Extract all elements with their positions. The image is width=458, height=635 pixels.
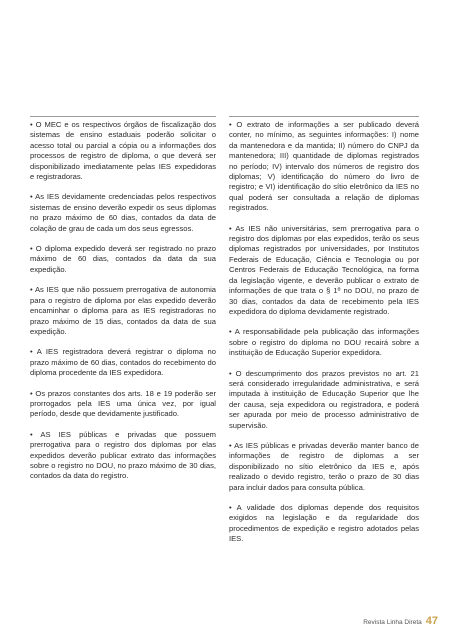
paragraph: • O descumprimento dos prazos previstos no art. 21 será considerado irregularidade administrativa, e será imputada à instituição de Educação Superior que lhe der causa, seja expedidora ou registradora, e poderá ser apurada por meio de processo administrativo de supervisão. (229, 368, 419, 430)
paragraph: • AS IES públicas e privadas que possuem prerrogativa para o registro dos diplomas por elas expedidos deverão publicar extrato das informações sobre o registro no DOU, no prazo máximo de 30 dias, contados da data do registro. (30, 429, 216, 481)
page-footer (363, 615, 438, 627)
paragraph: • As IES devidamente credenciadas pelos respectivos sistemas de ensino deverão expedir os seus diplomas no prazo máximo de 60 dias, contados da data de colação de grau de cada um dos seus egressos. (30, 192, 216, 233)
paragraph: • Os prazos constantes dos arts. 18 e 19 poderão ser prorrogados pela IES uma única vez, por igual período, desde que devidamente justificado. (30, 388, 216, 419)
paragraph: • As IES que não possuem prerrogativa de autonomia para o registro de diploma por elas expedido deverão encaminhar o diploma para as IES registradoras no prazo máximo de 15 dias, contados da data de sua expedição. (30, 285, 216, 336)
paragraph: • O diploma expedido deverá ser registrado no prazo máximo de 60 dias, contados da data da sua expedição. (30, 244, 216, 274)
paragraph: • As IES públicas e privadas deverão manter banco de informações de registro de diplomas a ser disponibilizado no sítio eletrônico da IES e, após realizado o devido registro, terão o prazo de 30 dias para incluir dados para consulta pública. (229, 440, 419, 492)
paragraph: • A IES registradora deverá registrar o diploma no prazo máximo de 60 dias, contados do recebimento do diploma procedente da IES expedidora. (30, 347, 216, 378)
right-column (229, 120, 419, 555)
paragraph: • O MEC e os respectivos órgãos de fiscalização dos sistemas de ensino estaduais poderão solicitar o acesso total ou parcial a cópia ou a informações dos processos de registro de diploma, o que deverá ser disponibilizado imediatamente pelas IES expedidoras e registradoras. (30, 120, 216, 182)
paragraph: • A validade dos diplomas depende dos requisitos exigidos na legislação e da regularidade dos procedimentos de expedição e registro adotados pelas IES. (229, 503, 419, 544)
publication-name: Revista Linha Direta (363, 619, 422, 626)
paragraph: • A responsabilidade pela publicação das informações sobre o registro do diploma no DOU recairá sobre a instituição de Educação Superior expedidora. (229, 327, 419, 358)
page-number: 47 (425, 615, 438, 627)
left-column (30, 120, 216, 492)
paragraph: • As IES não universitárias, sem prerrogativa para o registro dos diplomas por elas expedidos, terão os seus diplomas registrados por universidades, por Institutos Federais de Educação, Ciência e Tecnologia ou por Centros Federais de Educação Tecnológica, na forma da legislação vigente, e deverão publicar o extrato de informações de que trata o § 1º no DOU, no prazo de 30 dias, contados da data de recebimento pela IES expedidora do diploma devidamente registrado. (229, 223, 419, 316)
paragraph: • O extrato de informações a ser publicado deverá conter, no mínimo, as seguintes informações: I) nome da mantenedora e da mantida; II) número do CNPJ da mantenedora; III) quantidade de diplomas registrados no período; IV) intervalo dos números de registro dos diplomas; V) identificação do número do livro de registro; e VI) identificação do sítio eletrônico da IES no qual poderá ser consultada a relação de diplomas registrados. (229, 120, 419, 213)
